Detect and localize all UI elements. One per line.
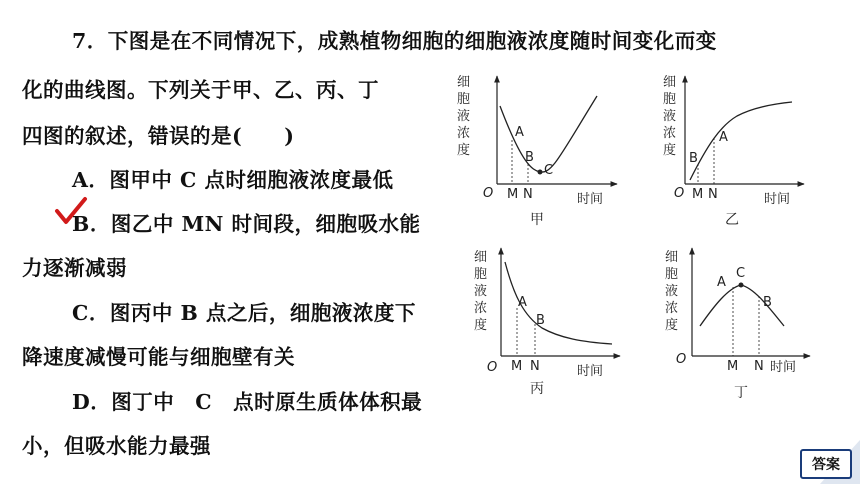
option-b-line-2: 力逐渐减弱 [22, 256, 127, 280]
ylabel-char: 浓 [665, 301, 679, 316]
ylabel-char: 度 [663, 143, 677, 158]
ylabel-char: 浓 [663, 126, 677, 141]
ylabel-char: 液 [665, 284, 679, 299]
point-label-b: B [536, 313, 545, 328]
ylabel-char: 液 [663, 109, 677, 124]
point-label-b: B [689, 151, 698, 166]
point-c [739, 283, 744, 288]
ylabel-char: 细 [457, 75, 471, 90]
curve-yi [690, 102, 792, 180]
origin-label: O [674, 186, 685, 201]
ylabel-char: 度 [474, 318, 488, 333]
option-a: A．图甲中 C 点时细胞液浓度最低 [72, 168, 394, 192]
caption-bing: 丙 [530, 381, 544, 397]
graph-bing [474, 248, 620, 397]
point-label-a: A [717, 275, 726, 290]
tick-label-n: N [530, 359, 540, 374]
tick-label-n: N [523, 187, 533, 202]
tick-label-m: M [507, 187, 519, 202]
point-c [538, 170, 543, 175]
option-d-line-1: D．图丁中 C 点时原生质体体积最 [72, 390, 423, 414]
point-label-c: C [736, 266, 746, 281]
tick-label-n: N [708, 187, 718, 202]
ylabel-char: 浓 [474, 301, 488, 316]
caption-jia: 甲 [530, 212, 544, 228]
option-c-line-2: 降速度减慢可能与细胞壁有关 [22, 345, 295, 369]
tick-label-n: N [754, 359, 764, 374]
caption-ding: 丁 [734, 385, 748, 401]
ylabel-char: 度 [457, 143, 471, 158]
x-axis-label: 时间 [577, 192, 604, 207]
ylabel-char: 胞 [665, 267, 679, 282]
answer-button[interactable]: 答案 [800, 449, 852, 479]
point-label-a: A [515, 125, 524, 140]
ylabel-char: 细 [665, 250, 679, 265]
point-label-b: B [525, 150, 534, 165]
figure-four-graphs [452, 66, 822, 410]
x-axis-label: 时间 [770, 360, 797, 375]
ylabel-char: 胞 [474, 267, 488, 282]
point-label-a: A [719, 130, 728, 145]
question-line-3: 四图的叙述，错误的是( ) [22, 124, 295, 148]
ylabel-char: 细 [474, 250, 488, 265]
tick-label-m: M [511, 359, 523, 374]
graph-yi [663, 75, 804, 228]
ylabel-char: 浓 [457, 126, 471, 141]
ylabel-char: 胞 [457, 92, 471, 107]
origin-label: O [676, 352, 687, 367]
check-mark-icon [54, 196, 88, 226]
point-label-b: B [763, 295, 772, 310]
question-line-2: 化的曲线图。下列关于甲、乙、丙、丁 [22, 78, 379, 102]
ylabel-char: 度 [665, 318, 679, 333]
ylabel-char: 液 [457, 109, 471, 124]
tick-label-m: M [727, 359, 739, 374]
caption-yi: 乙 [725, 212, 739, 228]
option-c-line-1: C．图丙中 B 点之后，细胞液浓度下 [72, 301, 416, 325]
graph-ding [665, 248, 810, 401]
ylabel-char: 细 [663, 75, 677, 90]
point-label-a: A [518, 295, 527, 310]
x-axis-label: 时间 [577, 364, 604, 379]
graph-jia [457, 75, 617, 228]
x-axis-label: 时间 [764, 192, 791, 207]
origin-label: O [487, 360, 498, 375]
tick-label-m: M [692, 187, 704, 202]
option-b-line-1: B．图乙中 MN 时间段，细胞吸水能 [72, 212, 421, 236]
question-line-1: 7．下图是在不同情况下，成熟植物细胞的细胞液浓度随时间变化而变 [72, 29, 717, 53]
option-d-line-2: 小，但吸水能力最强 [22, 434, 211, 458]
origin-label: O [483, 186, 494, 201]
ylabel-char: 胞 [663, 92, 677, 107]
point-label-c: C [544, 163, 554, 178]
ylabel-char: 液 [474, 284, 488, 299]
